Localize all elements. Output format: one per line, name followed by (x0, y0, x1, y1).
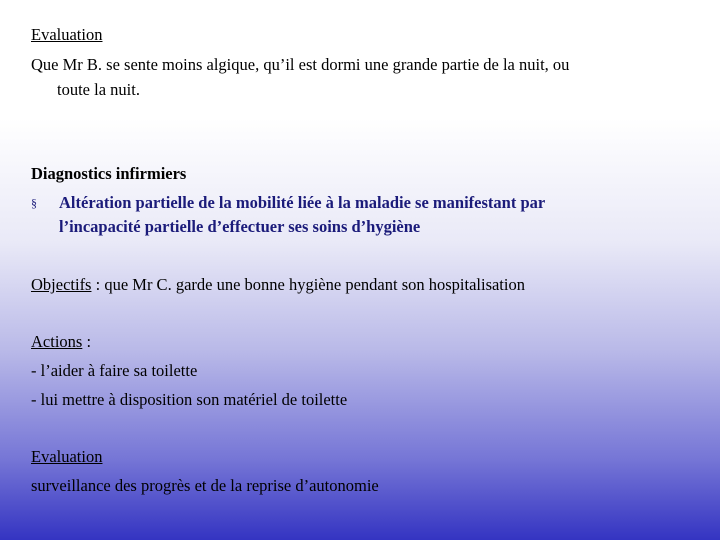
objectifs-line (31, 275, 525, 295)
actions-label: Actions (31, 332, 83, 351)
objectifs-text: : que Mr C. garde une bonne hygiène pendant son hospitalisation (91, 275, 525, 294)
objectifs-label: Objectifs (31, 275, 92, 294)
actions-suffix: : (82, 332, 92, 351)
action-item: - lui mettre à disposition son matériel de toilette (31, 390, 348, 409)
actions-heading-line (31, 332, 91, 352)
bullet-icon: § (31, 196, 37, 210)
evaluation2-heading: Evaluation (31, 447, 103, 466)
evaluation-heading: Evaluation (31, 25, 103, 44)
diagnostic-bullet-line1: Altération partielle de la mobilité liée à la maladie se manifestant par (59, 193, 546, 212)
diagnostic-bullet-line2: l’incapacité partielle d’effectuer ses soins d’hygiène (59, 217, 421, 236)
evaluation-text-line1: Que Mr B. se sente moins algique, qu’il est dormi une grande partie de la nuit, ou (31, 55, 570, 74)
diagnostics-heading: Diagnostics infirmiers (31, 164, 187, 183)
evaluation-text-line2: toute la nuit. (57, 80, 140, 99)
action-item: - l’aider à faire sa toilette (31, 361, 198, 380)
evaluation2-text: surveillance des progrès et de la reprise d’autonomie (31, 476, 379, 495)
